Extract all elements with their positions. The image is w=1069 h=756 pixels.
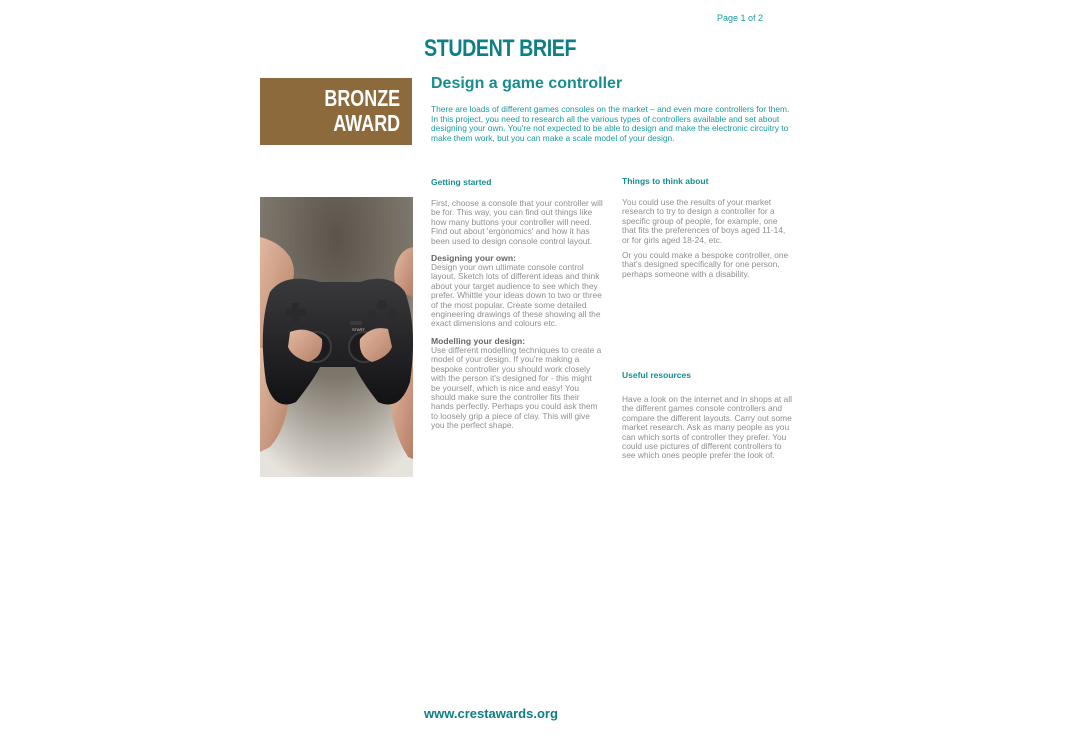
document-title: Design a game controller — [431, 75, 623, 92]
brief-title: STUDENT BRIEF — [424, 35, 577, 62]
start-label: START — [352, 327, 365, 332]
getting-started-text: First, choose a console that your controller will be for. This way, you can find out things like how many buttons your controller will need. Find out about 'ergonomics' and how it has been used to design console control layout. — [431, 198, 603, 246]
designing-text: Design your own ultimate console control layout. Sketch lots of different ideas and think about your target audience to see which they prefer. Whittle your ideas down to two or three of the most popular. Create some detailed engineering drawings of these showing all the exact dimensions and colours etc. — [431, 262, 602, 329]
things-heading: Things to think about — [622, 176, 709, 186]
designing-heading: Designing your own: — [431, 253, 516, 264]
footer-url-link[interactable]: www.crestawards.org — [424, 706, 558, 721]
controller-illustration — [260, 197, 413, 477]
page-number: Page 1 of 2 — [717, 13, 764, 23]
useful-resources-text: Have a look on the internet and in shops at all the different games console controllers and compare the different layouts. Carry out some market research. Ask as many people as you can which sorts of controller they prefer. You could use pictures of different controllers to see which ones people prefer the look of. — [622, 394, 792, 461]
things-paragraph-1: You could use the results of your market research to try to design a controller for a specific group of people, for example, one that fits the preferences of boys aged 11-14, or for girls aged 18-24, etc. — [622, 197, 786, 245]
useful-resources-heading: Useful resources — [622, 370, 691, 380]
award-line-2: AWARD — [333, 110, 400, 136]
things-column — [622, 198, 792, 279]
modelling-heading: Modelling your design: — [431, 335, 526, 346]
award-badge — [260, 78, 412, 145]
modelling-text: Use different modelling techniques to create a model of your design. If you're making a bespoke controller you should work closely with the person it's designed for - this might be yourself, which is nice and easy! You should make sure the controller fits their hands perfectly. Perhaps you could ask them to loosely grip a piece of clay. This will give you the perfect shape. — [431, 344, 602, 431]
getting-started-heading: Getting started — [431, 177, 492, 187]
intro-paragraph: There are loads of different games consoles on the market – and even more controllers for them. In this project, you need to research all the various types of controllers available and set about designing your own. You're not expected to be able to design and make the electronic circuitry to make them work, but you can make a scale model of your design. — [431, 104, 790, 143]
award-text — [324, 86, 400, 136]
getting-started-column — [431, 199, 603, 431]
award-line-1: BRONZE — [324, 85, 400, 111]
game-controller-photo — [260, 197, 413, 477]
things-paragraph-2: Or you could make a bespoke controller, one that's designed specifically for one person, perhaps someone with a disability. — [622, 250, 789, 279]
